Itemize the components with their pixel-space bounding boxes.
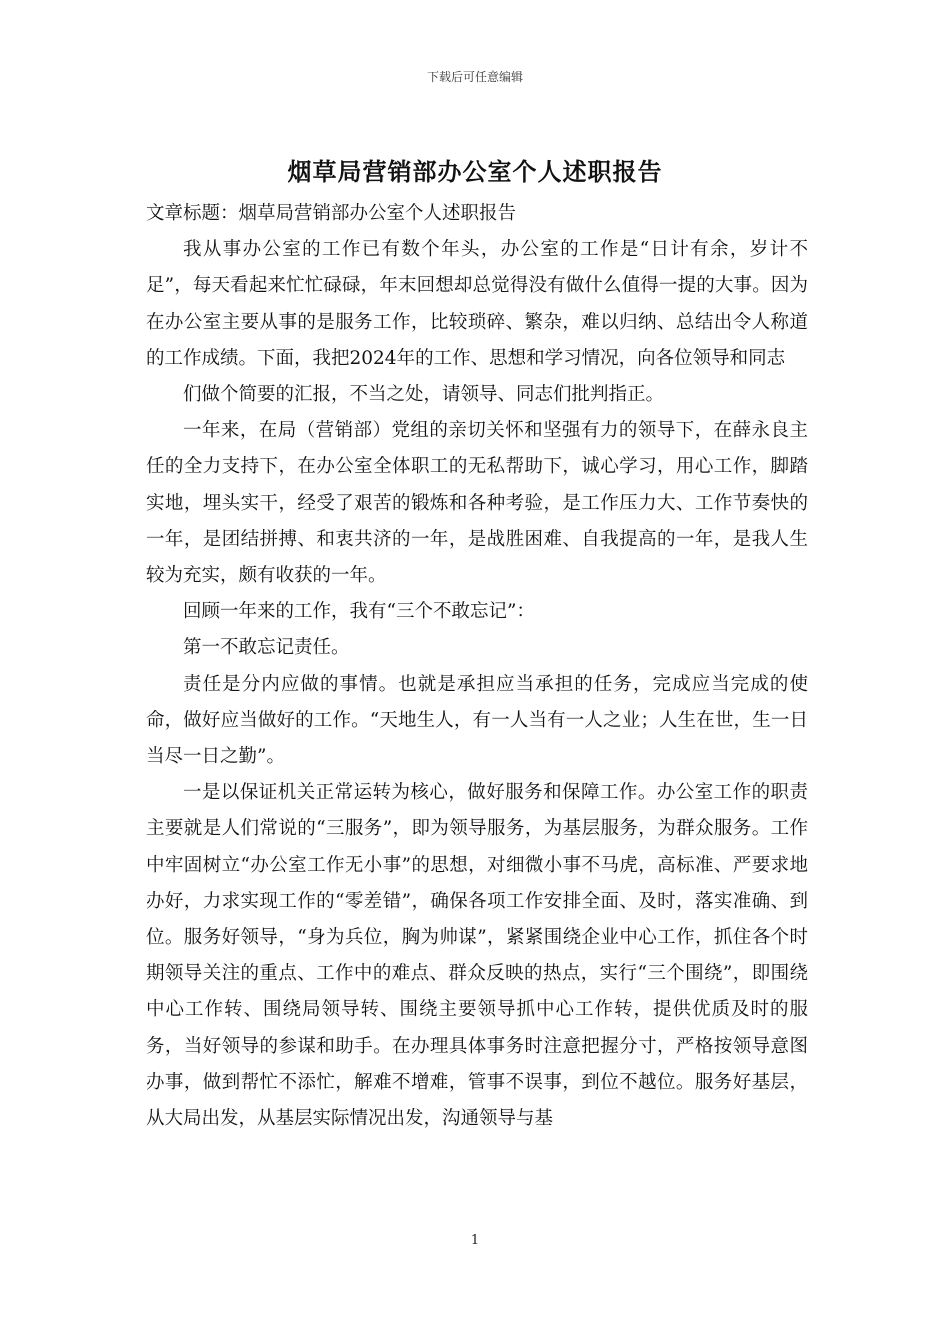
- paragraph: 回顾一年来的工作，我有“三个不敢忘记”：: [183, 601, 535, 623]
- page-number: 1: [470, 1233, 480, 1248]
- header-note: 下载后可任意编辑: [426, 70, 523, 84]
- paragraph: 我从事办公室的工作已有数个年头，办公室的工作是“日计有余，岁计不足”，每天看起来忙忙碌碌，年末回想却总觉得没有做什么值得一提的大事。因为在办公室主要从事的是服务工作，比较琐碎、繁杂，难以归纳、总结出令人称道的工作成绩。下面，我把2024年的工作、思想和学习情况，向各位领导和同志: [146, 239, 808, 369]
- paragraph-heading: 第一不敢忘记责任。: [183, 637, 350, 659]
- paragraph: 们做个简要的汇报，不当之处，请领导、同志们批判指正。: [183, 384, 665, 406]
- document-title: 烟草局营销部办公室个人述职报告: [287, 157, 663, 186]
- paragraph: 一是以保证机关正常运转为核心，做好服务和保障工作。办公室工作的职责主要就是人们常说的“三服务”，即为领导服务，为基层服务，为群众服务。工作中牢固树立“办公室工作无小事”的思想，对细微小事不马虎，高标准、严要求地办好，力求实现工作的“零差错”，确保各项工作安排全面、及时，落实准确、到位。服务好领导，“身为兵位，胸为帅谋”，紧紧围绕企业中心工作，抓住各个时期领导关注的重点、工作中的难点、群众反映的热点，实行“三个围绕”，即围绕中心工作转、围绕局领导转、围绕主要领导抓中心工作转，提供优质及时的服务，当好领导的参谋和助手。在办理具体事务时注意把握分寸，严格按领导意图办事，做到帮忙不添忙，解难不增难，管事不误事，到位不越位。服务好基层，从大局出发，从基层实际情况出发，沟通领导与基: [146, 782, 808, 1130]
- paragraph: 责任是分内应做的事情。也就是承担应当承担的任务，完成应当完成的使命，做好应当做好的工作。“天地生人，有一人当有一人之业；人生在世，生一日当尽一日之勤”。: [146, 673, 808, 768]
- document-body: [146, 196, 808, 1137]
- paragraph-article-title: 文章标题：烟草局营销部办公室个人述职报告: [146, 203, 517, 224]
- paragraph: 一年来，在局（营销部）党组的亲切关怀和坚强有力的领导下，在薛永良主任的全力支持下，在办公室全体职工的无私帮助下，诚心学习，用心工作，脚踏实地，埋头实干，经受了艰苦的锻炼和各种考验，是工作压力大、工作节奏快的一年，是团结拼搏、和衷共济的一年，是战胜困难、自我提高的一年，是我人生较为充实，颇有收获的一年。: [146, 420, 808, 587]
